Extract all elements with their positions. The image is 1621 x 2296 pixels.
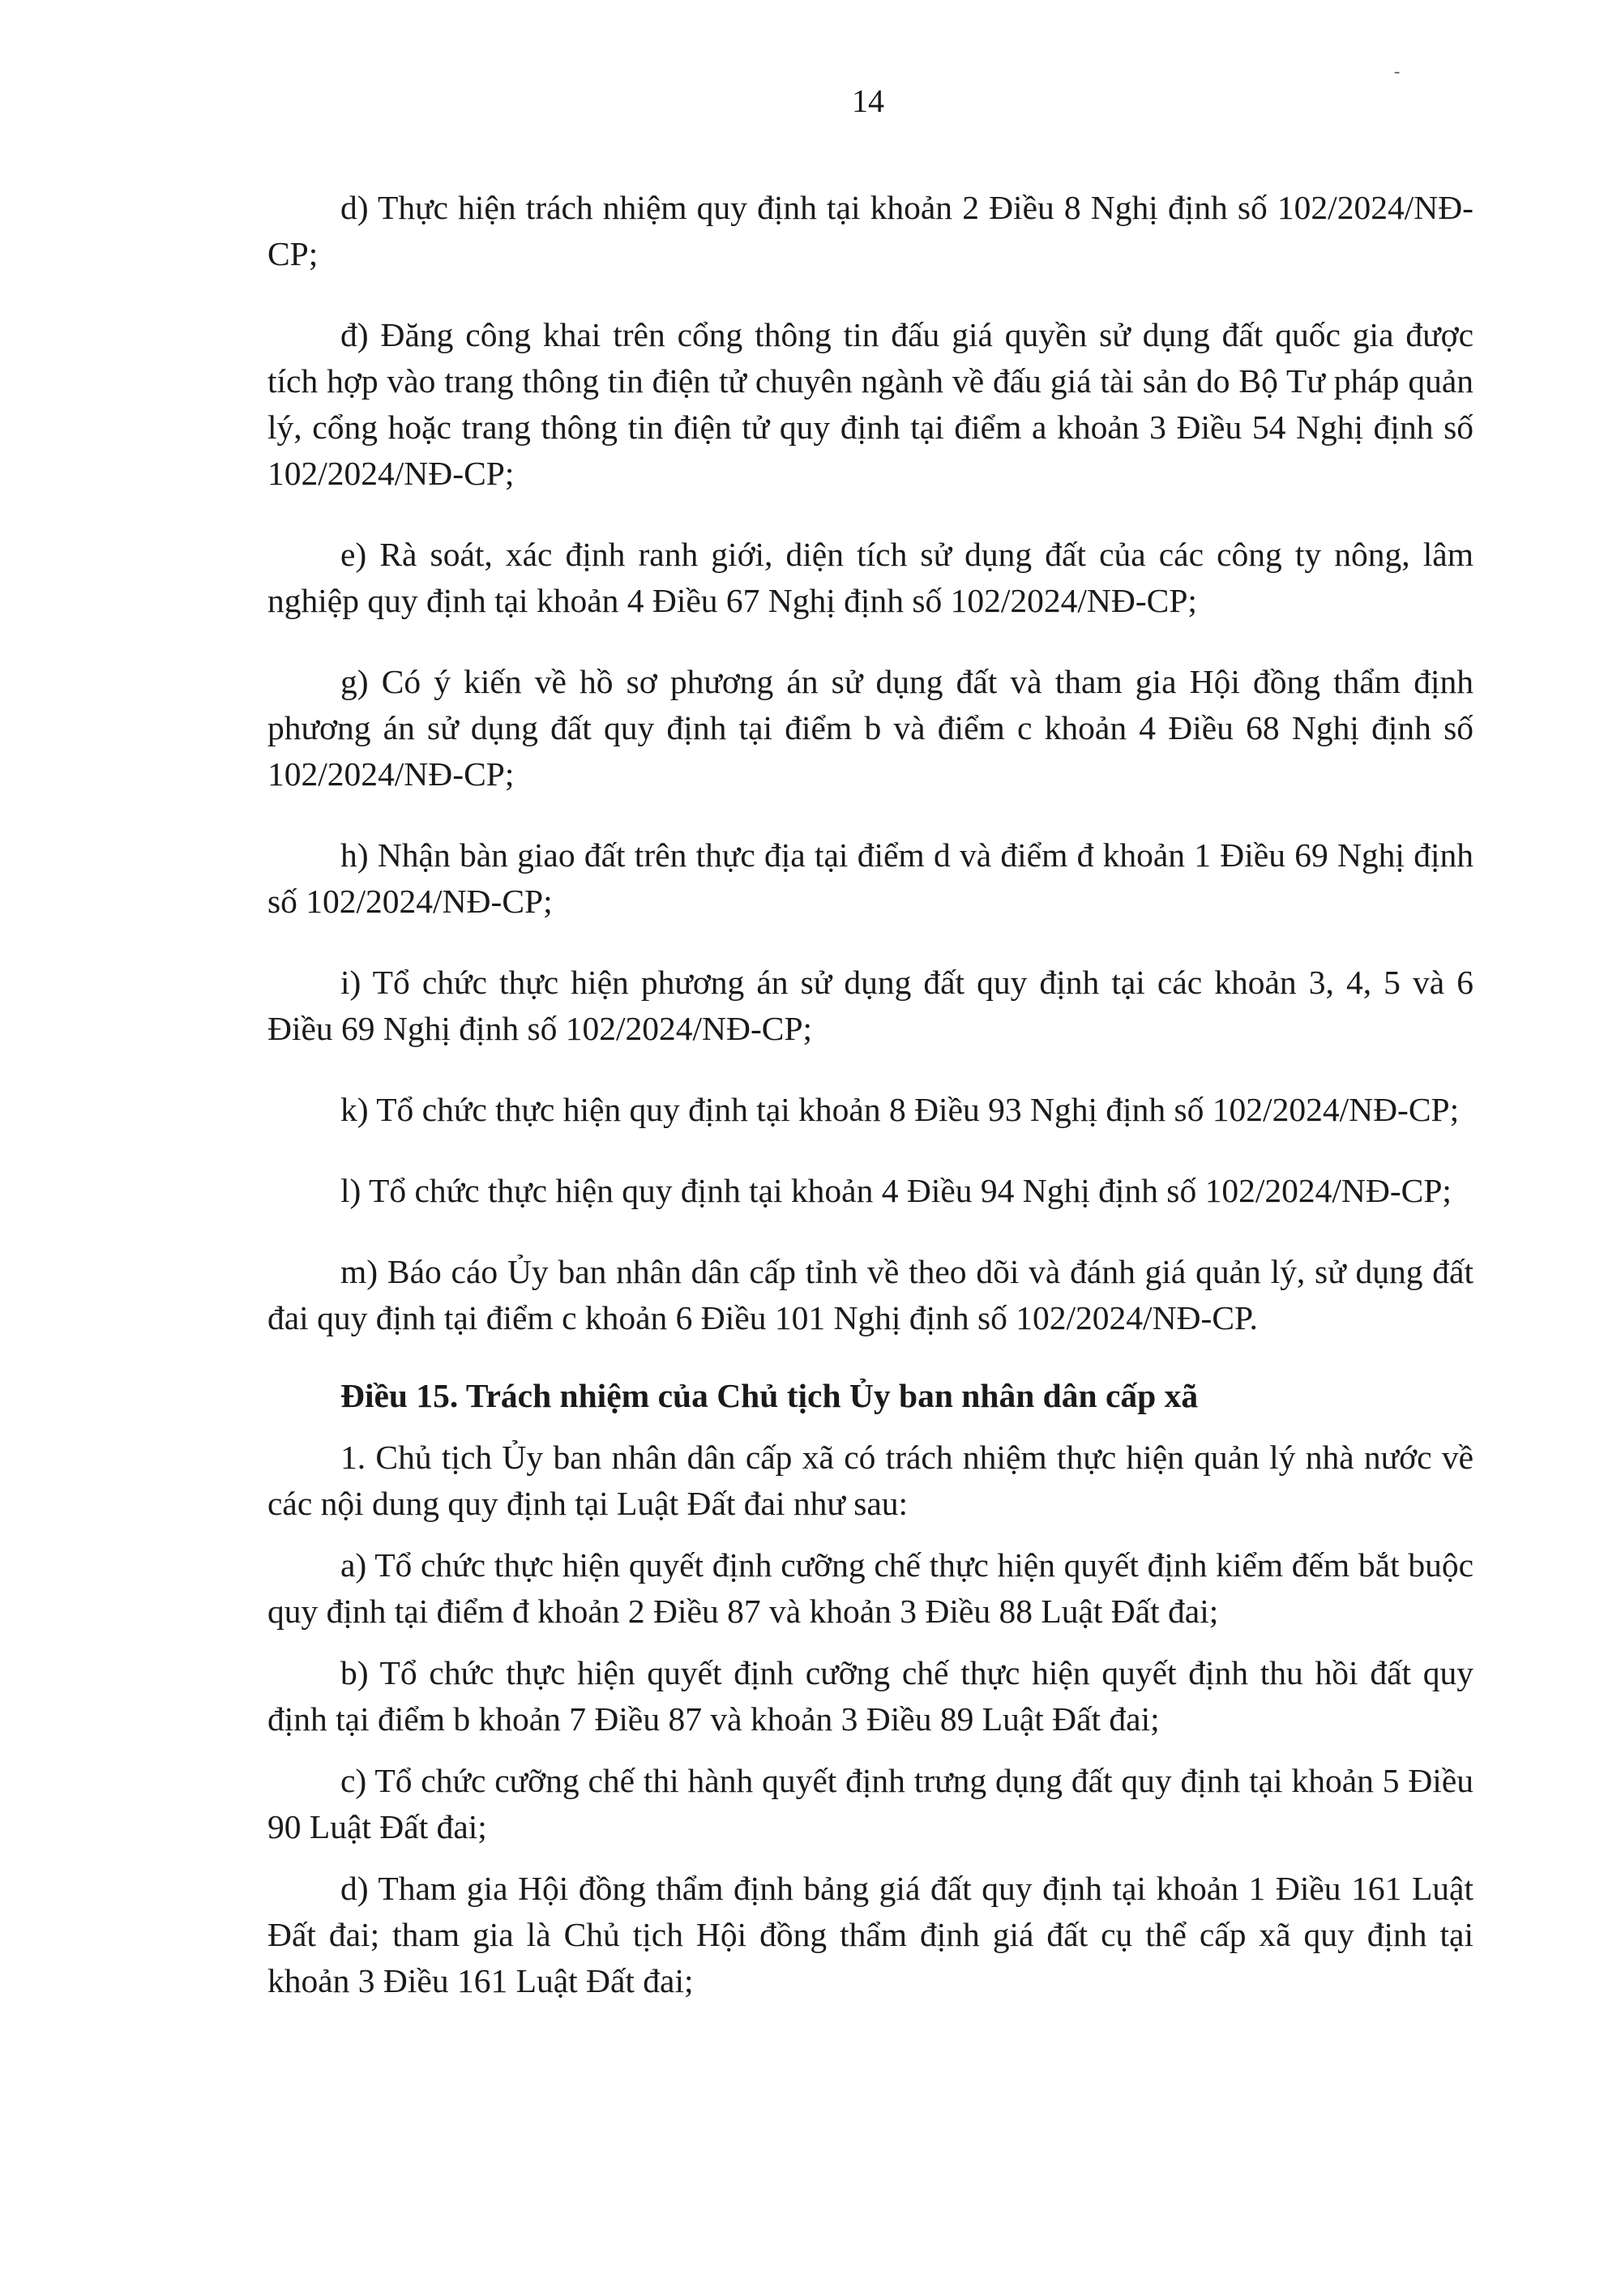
clause-1-item-b: b) Tổ chức thực hiện quyết định cưỡng chế thực hiện quyết định thu hồi đất quy định tại điểm b khoản 7 Điều 87 và khoản 3 Điều 89 Luật Đất đai; <box>267 1654 1473 1738</box>
document-body <box>267 185 1473 2004</box>
page-number: 14 <box>852 83 884 119</box>
item-dd: đ) Đăng công khai trên cổng thông tin đấu giá quyền sử dụng đất quốc gia được tích hợp vào trang thông tin điện tử chuyên ngành về đấu giá tài sản do Bộ Tư pháp quản lý, cổng hoặc trang thông tin điện tử quy định tại điểm a khoản 3 Điều 54 Nghị định số 102/2024/NĐ-CP; <box>267 316 1473 492</box>
item-m: m) Báo cáo Ủy ban nhân dân cấp tỉnh về theo dõi và đánh giá quản lý, sử dụng đất đai quy định tại điểm c khoản 6 Điều 101 Nghị định số 102/2024/NĐ-CP. <box>267 1253 1473 1336</box>
item-l: l) Tổ chức thực hiện quy định tại khoản 4 Điều 94 Nghị định số 102/2024/NĐ-CP; <box>340 1172 1452 1209</box>
item-g: g) Có ý kiến về hồ sơ phương án sử dụng đất và tham gia Hội đồng thẩm định phương án sử dụng đất quy định tại điểm b và điểm c khoản 4 Điều 68 Nghị định số 102/2024/NĐ-CP; <box>267 663 1473 793</box>
item-k: k) Tổ chức thực hiện quy định tại khoản 8 Điều 93 Nghị định số 102/2024/NĐ-CP; <box>340 1091 1460 1128</box>
item-e: e) Rà soát, xác định ranh giới, diện tích sử dụng đất của các công ty nông, lâm nghiệp quy định tại khoản 4 Điều 67 Nghị định số 102/2024/NĐ-CP; <box>267 536 1473 619</box>
item-i: i) Tổ chức thực hiện phương án sử dụng đất quy định tại các khoản 3, 4, 5 và 6 Điều 69 Nghị định số 102/2024/NĐ-CP; <box>267 964 1473 1047</box>
clause-1-item-c: c) Tổ chức cưỡng chế thi hành quyết định trưng dụng đất quy định tại khoản 5 Điều 90 Luật Đất đai; <box>267 1762 1473 1845</box>
clause-1-item-a: a) Tổ chức thực hiện quyết định cưỡng chế thực hiện quyết định kiểm đếm bắt buộc quy định tại điểm đ khoản 2 Điều 87 và khoản 3 Điều 88 Luật Đất đai; <box>267 1546 1473 1630</box>
article-heading: Điều 15. Trách nhiệm của Chủ tịch Ủy ban nhân dân cấp xã <box>340 1377 1199 1414</box>
scan-mark: - <box>1394 61 1401 81</box>
clause-1-item-d: d) Tham gia Hội đồng thẩm định bảng giá đất quy định tại khoản 1 Điều 161 Luật Đất đai; tham gia là Chủ tịch Hội đồng thẩm định giá đất cụ thể cấp xã quy định tại khoản 3 Điều 161 Luật Đất đai; <box>267 1870 1473 1999</box>
clause-1: 1. Chủ tịch Ủy ban nhân dân cấp xã có trách nhiệm thực hiện quản lý nhà nước về các nội dung quy định tại Luật Đất đai như sau: <box>267 1439 1473 1522</box>
item-d: d) Thực hiện trách nhiệm quy định tại khoản 2 Điều 8 Nghị định số 102/2024/NĐ-CP; <box>267 189 1473 272</box>
item-h: h) Nhận bàn giao đất trên thực địa tại điểm d và điểm đ khoản 1 Điều 69 Nghị định số 102/2024/NĐ-CP; <box>267 836 1473 920</box>
